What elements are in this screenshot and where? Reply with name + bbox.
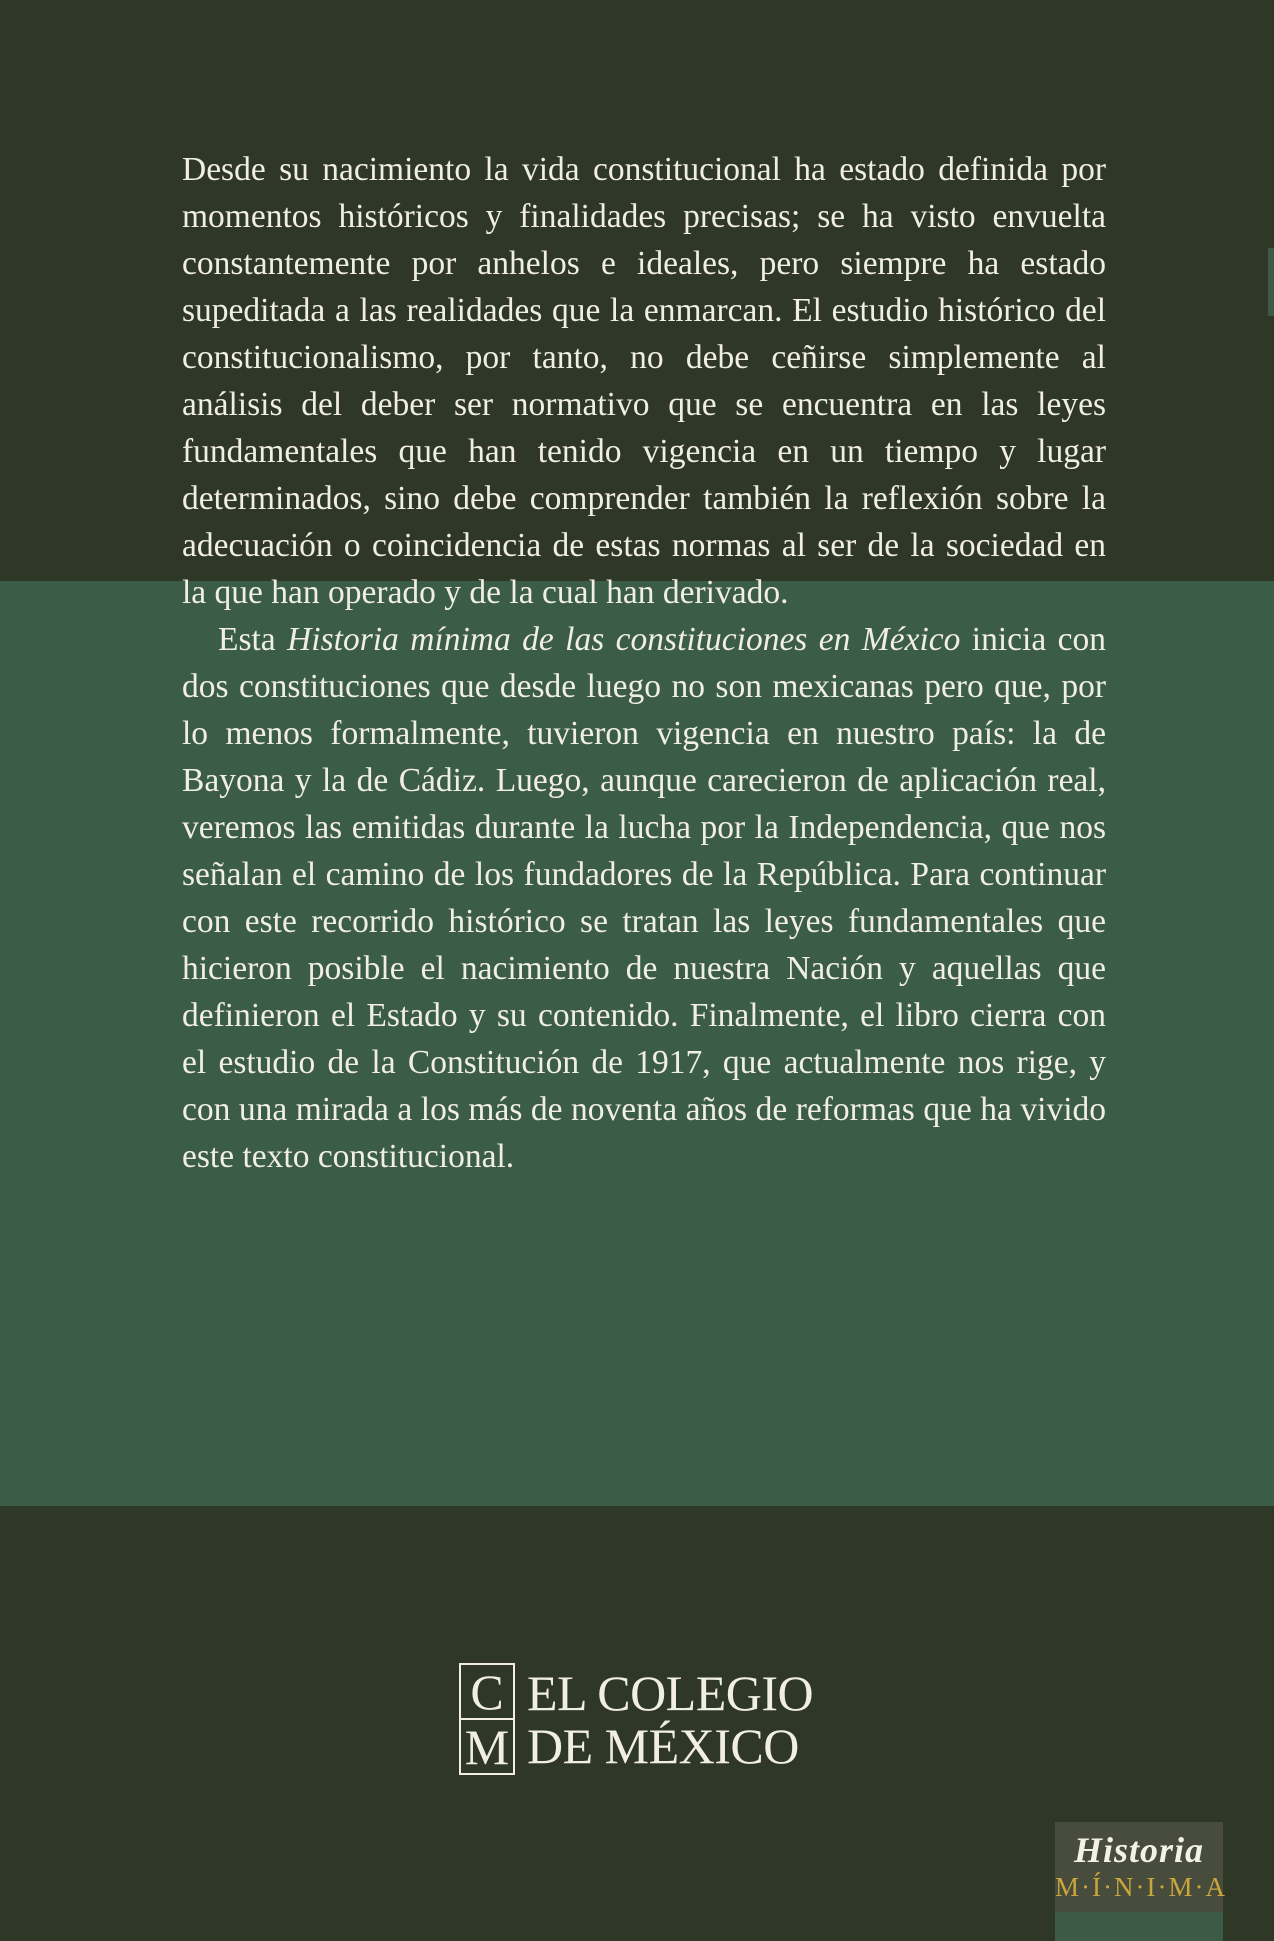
series-badge-strip: [1055, 1912, 1223, 1941]
back-cover-text: [182, 146, 1106, 1180]
publisher-name: [527, 1663, 813, 1773]
cm-monogram: [459, 1663, 515, 1775]
publisher-name-line-1: EL COLEGIO: [527, 1665, 814, 1721]
series-subtitle: M·Í·N·I·M·A: [1055, 1872, 1227, 1902]
paragraph-1: Desde su nacimiento la vida constitucional ha estado definida por momentos históricos y finalidades precisas; se ha visto envuelta constantemente por anhelos e ideales, pero siempre ha estado supeditada a las realidades que la enmarcan. El estudio histórico del constitucionalismo, por tanto, no debe ceñirse simplemente al análisis del deber ser normativo que se encuentra en las leyes fundamentales que han tenido vigencia en un tiempo y lugar determinados, sino debe comprender también la reflexión sobre la adecuación o coincidencia de estas normas al ser de la sociedad en la que han operado y de la cual han derivado.: [182, 151, 1106, 611]
paragraph-2-rest: inicia con dos constituciones que desde luego no son mexicanas pero que, por lo menos formalmente, tuvieron vigencia en nuestro país: la de Bayona y la de Cádiz. Luego, aunque carecieron de aplicación real, veremos las emitidas durante la lucha por la Independencia, que nos señalan el camino de los fundadores de la República. Para continuar con este recorrido histórico se tratan las leyes fundamentales que hicieron posible el nacimiento de nuestra Nación y aquellas que definieron el Estado y su contenido. Finalmente, el libro cierra con el estudio de la Constitución de 1917, que actualmente nos rige, y con una mirada a los más de noventa años de reformas que ha vivido este texto constitucional.: [182, 621, 1106, 1175]
publisher-name-line-2: DE MÉXICO: [527, 1718, 799, 1774]
series-title: Historia: [1073, 1830, 1205, 1870]
monogram-c: C: [461, 1665, 513, 1720]
publisher-logo: [459, 1663, 813, 1775]
paragraph-2-lead: Esta: [218, 621, 276, 658]
book-title: Historia mínima de las constituciones en México: [287, 621, 961, 658]
edge-marker: [1268, 248, 1274, 316]
monogram-m: M: [464, 1718, 510, 1775]
paragraph-2: [182, 616, 1106, 1180]
